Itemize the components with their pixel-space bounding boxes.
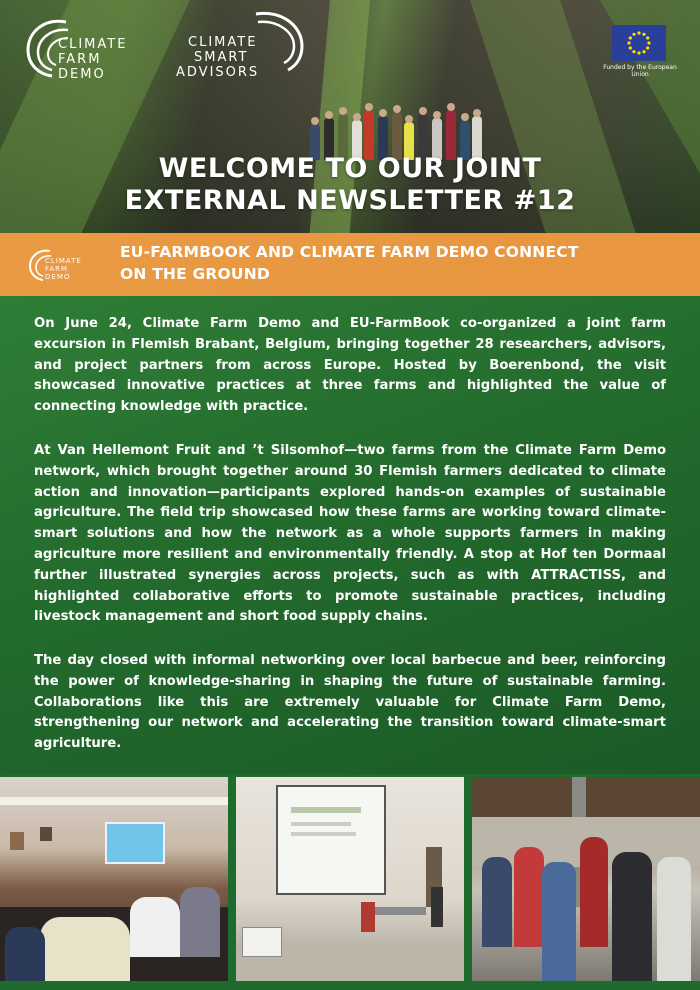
- logo-text-line: CLIMATE: [45, 257, 82, 265]
- logo-text-line: CLIMATE: [58, 37, 128, 52]
- article-body: [0, 296, 700, 774]
- section-title-line: EU-FARMBOOK AND CLIMATE FARM DEMO CONNECT: [120, 243, 579, 261]
- article-paragraph: At Van Hellemont Fruit and ’t Silsomhof—two farms from the Climate Farm Demo network, which brought together around 30 Flemish farmers dedicated to climate action and innovation—participants explored hands-on examples of sustainable agriculture. The field trip showcased how these farms are working toward climate-smart solutions and how the network as a whole supports farmers in making agriculture more resilient and environmentally friendly. A stop at Hof ten Dormaal further illustrated synergies across projects, such as with ATTRACTISS, and highlighted collaborative efforts to promote sustainable practices, including livestock management and short food supply chains.: [34, 443, 666, 625]
- photo-strip: [0, 774, 700, 990]
- eu-flag-icon: [612, 25, 666, 61]
- presentation-photo: [236, 777, 464, 981]
- hero-banner: [0, 0, 700, 233]
- eu-funding-caption: Funded by the European Union: [603, 64, 677, 78]
- group-of-people-photo: [300, 80, 490, 160]
- climate-smart-advisors-logo: [176, 8, 316, 80]
- section-title: [120, 241, 680, 285]
- logo-text-line: FARM: [45, 265, 69, 273]
- climate-farm-demo-logo: [22, 10, 152, 80]
- section-header-band: [0, 233, 700, 296]
- logo-text-line: SMART: [194, 50, 249, 65]
- barn-visit-photo: [472, 777, 700, 981]
- article-paragraph: On June 24, Climate Farm Demo and EU-FarmBook co-organized a joint farm excursion in Flemish Brabant, Belgium, bringing together 28 researchers, advisors, and project partners from across Europe. Hosted by Boerenbond, the visit showcased innovative practices at three farms and highlighted the value of connecting knowledge with practice.: [34, 316, 666, 415]
- title-line: WELCOME TO OUR JOINT: [158, 153, 542, 184]
- article-paragraph: The day closed with informal networking over local barbecue and beer, reinforcing the power of knowledge-sharing in shaping the future of sustainable farming. Collaborations like this are extremely valuable for Climate Farm Demo, strengthening our network and accelerating the transition toward climate-smart agriculture.: [34, 653, 666, 752]
- title-line: EXTERNAL NEWSLETTER #12: [124, 185, 576, 216]
- logo-text-line: DEMO: [45, 273, 71, 281]
- logo-text-line: FARM: [58, 52, 102, 67]
- logo-text-line: DEMO: [58, 67, 106, 82]
- logo-text-line: ADVISORS: [176, 65, 260, 80]
- newsletter-title: [0, 153, 700, 217]
- meeting-room-photo: [0, 777, 228, 981]
- logo-text-line: CLIMATE: [188, 35, 258, 50]
- climate-farm-demo-small-logo: [28, 247, 98, 283]
- section-title-line: ON THE GROUND: [120, 265, 270, 283]
